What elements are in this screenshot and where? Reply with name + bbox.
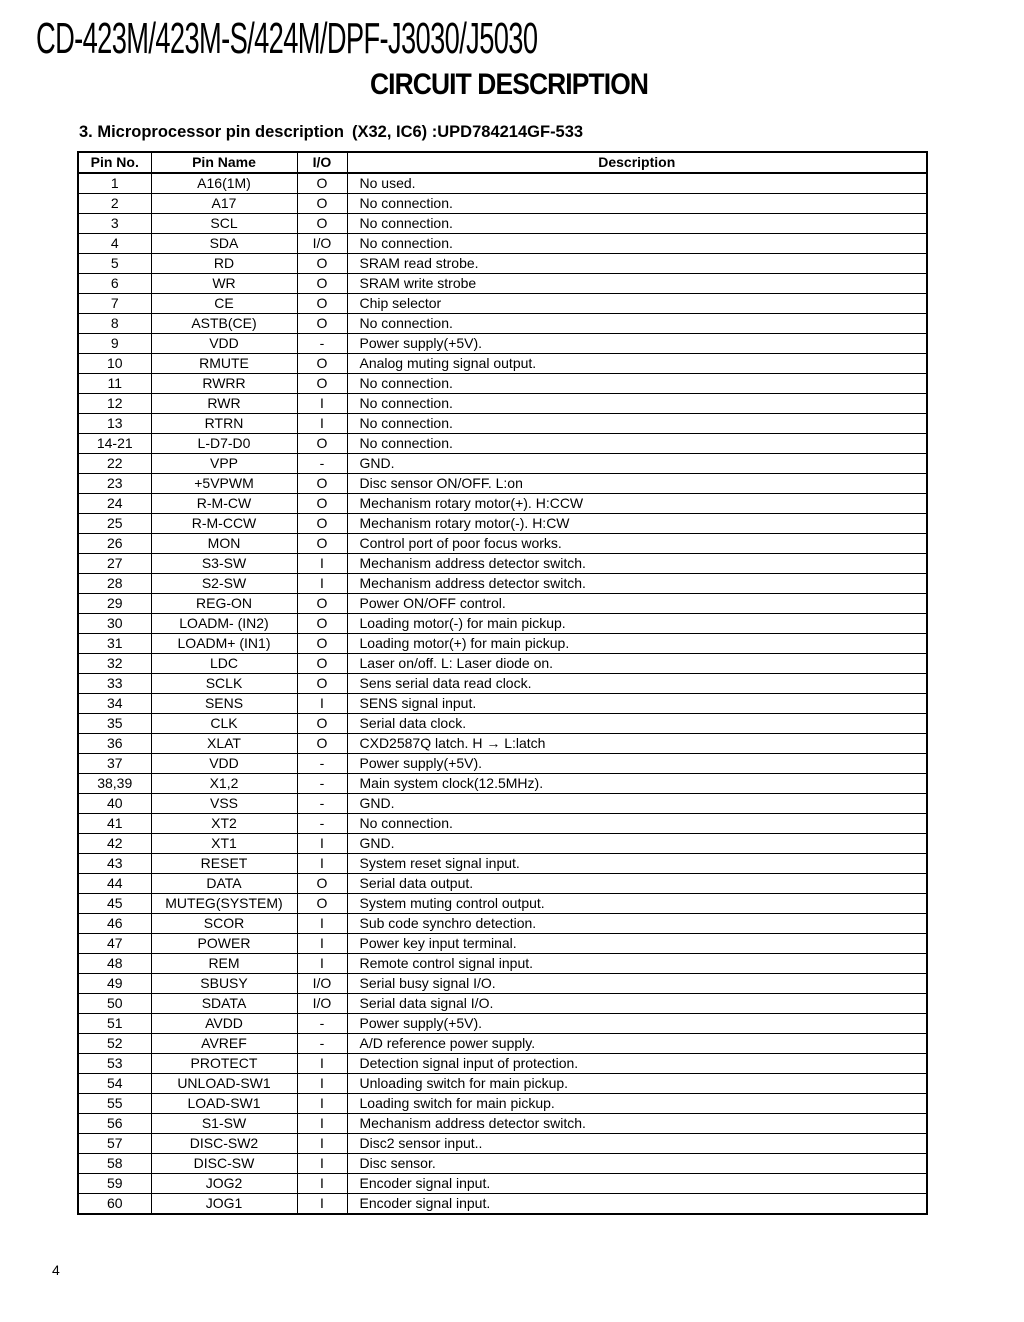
description-cell: Chip selector	[347, 294, 927, 314]
description-cell: Serial data signal I/O.	[347, 994, 927, 1014]
io-cell: I	[297, 1114, 347, 1134]
table-row	[78, 173, 927, 194]
pin-name-cell: MUTEG(SYSTEM)	[151, 894, 297, 914]
pin-no-cell: 29	[78, 594, 151, 614]
pin-name-cell: A17	[151, 194, 297, 214]
pin-name-cell: S1-SW	[151, 1114, 297, 1134]
io-cell: O	[297, 294, 347, 314]
description-cell: SRAM read strobe.	[347, 254, 927, 274]
pin-no-cell: 43	[78, 854, 151, 874]
io-cell: I	[297, 414, 347, 434]
table-row	[78, 394, 927, 414]
io-cell: I/O	[297, 974, 347, 994]
description-cell: SENS signal input.	[347, 694, 927, 714]
description-cell: No used.	[347, 173, 927, 194]
table-row	[78, 194, 927, 214]
pin-name-cell: REM	[151, 954, 297, 974]
io-cell: O	[297, 674, 347, 694]
pin-name-cell: XT1	[151, 834, 297, 854]
description-cell: Encoder signal input.	[347, 1174, 927, 1194]
table-row	[78, 454, 927, 474]
pin-name-cell: SCOR	[151, 914, 297, 934]
io-cell: O	[297, 434, 347, 454]
pin-no-cell: 35	[78, 714, 151, 734]
description-cell: Sub code synchro detection.	[347, 914, 927, 934]
pin-name-cell: ASTB(CE)	[151, 314, 297, 334]
page-number: 4	[52, 1262, 60, 1278]
table-row	[78, 554, 927, 574]
description-cell: Loading motor(-) for main pickup.	[347, 614, 927, 634]
pin-name-cell: JOG2	[151, 1174, 297, 1194]
column-header-pin-no: Pin No.	[78, 152, 151, 173]
pin-no-cell: 28	[78, 574, 151, 594]
io-cell: O	[297, 354, 347, 374]
table-row	[78, 834, 927, 854]
io-cell: I	[297, 1154, 347, 1174]
description-cell: Remote control signal input.	[347, 954, 927, 974]
pin-no-cell: 8	[78, 314, 151, 334]
description-cell: Power supply(+5V).	[347, 334, 927, 354]
pin-name-cell: SCLK	[151, 674, 297, 694]
pin-no-cell: 48	[78, 954, 151, 974]
pin-name-cell: XLAT	[151, 734, 297, 754]
table-row	[78, 1074, 927, 1094]
pin-no-cell: 1	[78, 173, 151, 194]
io-cell: O	[297, 214, 347, 234]
table-row	[78, 714, 927, 734]
description-cell: Power supply(+5V).	[347, 1014, 927, 1034]
table-row	[78, 1174, 927, 1194]
pin-name-cell: POWER	[151, 934, 297, 954]
pin-name-cell: LDC	[151, 654, 297, 674]
table-row	[78, 1034, 927, 1054]
table-row	[78, 234, 927, 254]
table-row	[78, 1154, 927, 1174]
pin-no-cell: 11	[78, 374, 151, 394]
pin-name-cell: MON	[151, 534, 297, 554]
pin-no-cell: 14-21	[78, 434, 151, 454]
io-cell: O	[297, 874, 347, 894]
description-cell: Serial data output.	[347, 874, 927, 894]
pin-name-cell: JOG1	[151, 1194, 297, 1215]
table-row	[78, 334, 927, 354]
pin-name-cell: S2-SW	[151, 574, 297, 594]
io-cell: O	[297, 594, 347, 614]
table-row	[78, 1134, 927, 1154]
pin-name-cell: XT2	[151, 814, 297, 834]
io-cell: O	[297, 614, 347, 634]
io-cell: O	[297, 194, 347, 214]
description-cell: No connection.	[347, 234, 927, 254]
io-cell: -	[297, 754, 347, 774]
description-cell: Disc2 sensor input..	[347, 1134, 927, 1154]
pin-no-cell: 13	[78, 414, 151, 434]
description-cell: Analog muting signal output.	[347, 354, 927, 374]
table-row	[78, 374, 927, 394]
table-row	[78, 854, 927, 874]
io-cell: I	[297, 1054, 347, 1074]
pin-name-cell: SDATA	[151, 994, 297, 1014]
pin-name-cell: WR	[151, 274, 297, 294]
description-cell: Serial data clock.	[347, 714, 927, 734]
io-cell: O	[297, 534, 347, 554]
description-cell: A/D reference power supply.	[347, 1034, 927, 1054]
io-cell: O	[297, 173, 347, 194]
description-cell: Disc sensor ON/OFF. L:on	[347, 474, 927, 494]
pin-name-cell: L-D7-D0	[151, 434, 297, 454]
description-cell: No connection.	[347, 394, 927, 414]
io-cell: I	[297, 554, 347, 574]
description-cell: Mechanism rotary motor(-). H:CW	[347, 514, 927, 534]
pin-no-cell: 23	[78, 474, 151, 494]
description-cell: GND.	[347, 794, 927, 814]
description-cell: No connection.	[347, 214, 927, 234]
pin-name-cell: DISC-SW	[151, 1154, 297, 1174]
io-cell: O	[297, 634, 347, 654]
io-cell: -	[297, 1034, 347, 1054]
table-row	[78, 574, 927, 594]
description-cell: Encoder signal input.	[347, 1194, 927, 1215]
pin-no-cell: 34	[78, 694, 151, 714]
io-cell: I	[297, 394, 347, 414]
io-cell: O	[297, 654, 347, 674]
io-cell: I	[297, 954, 347, 974]
pin-name-cell: REG-ON	[151, 594, 297, 614]
description-cell: Loading switch for main pickup.	[347, 1094, 927, 1114]
pin-name-cell: S3-SW	[151, 554, 297, 574]
pin-no-cell: 33	[78, 674, 151, 694]
pin-no-cell: 57	[78, 1134, 151, 1154]
io-cell: I/O	[297, 234, 347, 254]
description-cell: System reset signal input.	[347, 854, 927, 874]
pin-no-cell: 27	[78, 554, 151, 574]
pin-name-cell: AVDD	[151, 1014, 297, 1034]
io-cell: -	[297, 794, 347, 814]
description-cell: GND.	[347, 454, 927, 474]
pin-no-cell: 32	[78, 654, 151, 674]
io-cell: I	[297, 1094, 347, 1114]
pin-name-cell: VSS	[151, 794, 297, 814]
table-heading-detail: (X32, IC6) :UPD784214GF-533	[351, 123, 584, 141]
pin-no-cell: 2	[78, 194, 151, 214]
io-cell: -	[297, 334, 347, 354]
pin-name-cell: VPP	[151, 454, 297, 474]
table-row	[78, 1194, 927, 1215]
table-row	[78, 314, 927, 334]
pin-no-cell: 37	[78, 754, 151, 774]
table-row	[78, 974, 927, 994]
table-row	[78, 914, 927, 934]
table-row	[78, 874, 927, 894]
pin-no-cell: 46	[78, 914, 151, 934]
pin-no-cell: 25	[78, 514, 151, 534]
io-cell: O	[297, 274, 347, 294]
description-cell: No connection.	[347, 314, 927, 334]
pin-name-cell: VDD	[151, 334, 297, 354]
io-cell: I	[297, 1174, 347, 1194]
pin-no-cell: 4	[78, 234, 151, 254]
io-cell: I	[297, 1074, 347, 1094]
pin-description-table	[77, 151, 928, 1215]
table-row	[78, 1054, 927, 1074]
pin-no-cell: 40	[78, 794, 151, 814]
column-header-pin-name: Pin Name	[151, 152, 297, 173]
pin-no-cell: 3	[78, 214, 151, 234]
pin-no-cell: 30	[78, 614, 151, 634]
pin-no-cell: 6	[78, 274, 151, 294]
description-cell: No connection.	[347, 814, 927, 834]
table-row	[78, 594, 927, 614]
table-row	[78, 1094, 927, 1114]
table-row	[78, 634, 927, 654]
table-row	[78, 674, 927, 694]
description-cell: Serial busy signal I/O.	[347, 974, 927, 994]
description-cell: Mechanism address detector switch.	[347, 1114, 927, 1134]
pin-name-cell: A16(1M)	[151, 173, 297, 194]
io-cell: -	[297, 1014, 347, 1034]
table-row	[78, 494, 927, 514]
table-row	[78, 814, 927, 834]
pin-no-cell: 54	[78, 1074, 151, 1094]
pin-name-cell: SBUSY	[151, 974, 297, 994]
pin-name-cell: SCL	[151, 214, 297, 234]
description-cell: Detection signal input of protection.	[347, 1054, 927, 1074]
io-cell: O	[297, 314, 347, 334]
io-cell: O	[297, 714, 347, 734]
pin-no-cell: 52	[78, 1034, 151, 1054]
pin-name-cell: DISC-SW2	[151, 1134, 297, 1154]
pin-no-cell: 10	[78, 354, 151, 374]
io-cell: I	[297, 834, 347, 854]
pin-no-cell: 26	[78, 534, 151, 554]
pin-no-cell: 59	[78, 1174, 151, 1194]
io-cell: I	[297, 574, 347, 594]
table-heading-title: 3. Microprocessor pin description	[79, 123, 344, 141]
pin-no-cell: 53	[78, 1054, 151, 1074]
description-cell: Sens serial data read clock.	[347, 674, 927, 694]
table-row	[78, 654, 927, 674]
pin-no-cell: 50	[78, 994, 151, 1014]
table-row	[78, 1114, 927, 1134]
io-cell: I	[297, 1194, 347, 1215]
pin-no-cell: 7	[78, 294, 151, 314]
table-row	[78, 254, 927, 274]
description-cell: Mechanism address detector switch.	[347, 574, 927, 594]
pin-no-cell: 5	[78, 254, 151, 274]
pin-name-cell: RESET	[151, 854, 297, 874]
description-cell: System muting control output.	[347, 894, 927, 914]
io-cell: O	[297, 514, 347, 534]
table-row	[78, 994, 927, 1014]
pin-name-cell: +5VPWM	[151, 474, 297, 494]
pin-name-cell: R-M-CCW	[151, 514, 297, 534]
description-cell: GND.	[347, 834, 927, 854]
table-row	[78, 614, 927, 634]
model-title: CD-423M/423M-S/424M/DPF-J3030/J5030	[36, 14, 538, 63]
io-cell: -	[297, 774, 347, 794]
description-cell: Unloading switch for main pickup.	[347, 1074, 927, 1094]
io-cell: I	[297, 694, 347, 714]
pin-name-cell: R-M-CW	[151, 494, 297, 514]
description-cell: Loading motor(+) for main pickup.	[347, 634, 927, 654]
table-row	[78, 274, 927, 294]
io-cell: O	[297, 374, 347, 394]
description-cell: No connection.	[347, 374, 927, 394]
table-row	[78, 354, 927, 374]
io-cell: O	[297, 894, 347, 914]
pin-name-cell: DATA	[151, 874, 297, 894]
pin-name-cell: AVREF	[151, 1034, 297, 1054]
description-cell: SRAM write strobe	[347, 274, 927, 294]
description-cell: No connection.	[347, 414, 927, 434]
pin-no-cell: 45	[78, 894, 151, 914]
description-cell: Power ON/OFF control.	[347, 594, 927, 614]
table-row	[78, 414, 927, 434]
description-cell: Mechanism rotary motor(+). H:CCW	[347, 494, 927, 514]
io-cell: -	[297, 814, 347, 834]
description-cell: CXD2587Q latch. H → L:latch	[347, 734, 927, 754]
pin-name-cell: UNLOAD-SW1	[151, 1074, 297, 1094]
pin-name-cell: SDA	[151, 234, 297, 254]
pin-name-cell: VDD	[151, 754, 297, 774]
table-row	[78, 754, 927, 774]
pin-name-cell: PROTECT	[151, 1054, 297, 1074]
pin-no-cell: 38,39	[78, 774, 151, 794]
table-row	[78, 474, 927, 494]
table-row	[78, 734, 927, 754]
pin-no-cell: 42	[78, 834, 151, 854]
io-cell: -	[297, 454, 347, 474]
column-header-io: I/O	[297, 152, 347, 173]
table-row	[78, 514, 927, 534]
io-cell: I	[297, 1134, 347, 1154]
description-cell: No connection.	[347, 434, 927, 454]
pin-name-cell: RTRN	[151, 414, 297, 434]
table-row	[78, 934, 927, 954]
pin-no-cell: 24	[78, 494, 151, 514]
table-row	[78, 694, 927, 714]
pin-name-cell: RWRR	[151, 374, 297, 394]
column-header-description: Description	[347, 152, 927, 173]
pin-no-cell: 41	[78, 814, 151, 834]
pin-no-cell: 49	[78, 974, 151, 994]
pin-no-cell: 44	[78, 874, 151, 894]
pin-no-cell: 60	[78, 1194, 151, 1215]
table-row	[78, 214, 927, 234]
io-cell: I/O	[297, 994, 347, 1014]
pin-no-cell: 31	[78, 634, 151, 654]
pin-name-cell: CLK	[151, 714, 297, 734]
table-row	[78, 954, 927, 974]
pin-no-cell: 47	[78, 934, 151, 954]
io-cell: O	[297, 494, 347, 514]
table-body	[78, 173, 927, 1214]
io-cell: I	[297, 854, 347, 874]
pin-no-cell: 51	[78, 1014, 151, 1034]
section-title: CIRCUIT DESCRIPTION	[369, 68, 649, 101]
description-cell: Power supply(+5V).	[347, 754, 927, 774]
description-cell: Power key input terminal.	[347, 934, 927, 954]
description-cell: Laser on/off. L: Laser diode on.	[347, 654, 927, 674]
table-row	[78, 774, 927, 794]
io-cell: I	[297, 934, 347, 954]
pin-name-cell: RWR	[151, 394, 297, 414]
pin-no-cell: 22	[78, 454, 151, 474]
pin-name-cell: X1,2	[151, 774, 297, 794]
pin-name-cell: SENS	[151, 694, 297, 714]
table-header-row	[78, 152, 927, 173]
io-cell: O	[297, 474, 347, 494]
pin-no-cell: 12	[78, 394, 151, 414]
pin-no-cell: 55	[78, 1094, 151, 1114]
pin-name-cell: LOAD-SW1	[151, 1094, 297, 1114]
description-cell: Control port of poor focus works.	[347, 534, 927, 554]
description-cell: Mechanism address detector switch.	[347, 554, 927, 574]
pin-no-cell: 58	[78, 1154, 151, 1174]
table-row	[78, 1014, 927, 1034]
table-row	[78, 434, 927, 454]
description-cell: Main system clock(12.5MHz).	[347, 774, 927, 794]
pin-name-cell: RD	[151, 254, 297, 274]
io-cell: I	[297, 914, 347, 934]
pin-no-cell: 56	[78, 1114, 151, 1134]
table-row	[78, 294, 927, 314]
pin-no-cell: 36	[78, 734, 151, 754]
table-heading	[79, 123, 583, 142]
table-row	[78, 894, 927, 914]
pin-name-cell: LOADM+ (IN1)	[151, 634, 297, 654]
pin-name-cell: CE	[151, 294, 297, 314]
pin-no-cell: 9	[78, 334, 151, 354]
pin-name-cell: LOADM- (IN2)	[151, 614, 297, 634]
description-cell: Disc sensor.	[347, 1154, 927, 1174]
pin-name-cell: RMUTE	[151, 354, 297, 374]
table-row	[78, 534, 927, 554]
io-cell: O	[297, 734, 347, 754]
description-cell: No connection.	[347, 194, 927, 214]
table-row	[78, 794, 927, 814]
io-cell: O	[297, 254, 347, 274]
